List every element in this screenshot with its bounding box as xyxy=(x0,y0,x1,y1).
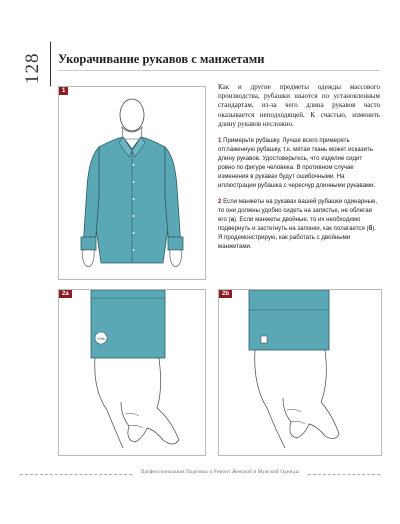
step-1-text: Примерьте рубашку. Лучше всего примерять отглаженную рубашку, т.к. мятая ткань может исказить длину рукавов. Удостоверьтесь, что изделие сидит ровно по фигуре человека. В противном случае изменения в рукавах будут ошибочными. На иллюстрации рубашка с чересчур длинными рукавами. xyxy=(218,137,376,190)
step-2-text-b: ). Если манжеты двойные, то их необходимо подвернуть и застегнуть на запонки, как полагается ( xyxy=(218,216,369,233)
footer-rule-left xyxy=(20,474,132,475)
button-mark: CHA xyxy=(97,337,105,341)
double-cuff-illustration xyxy=(219,290,381,455)
step-2-ref-a: а xyxy=(230,216,234,224)
title-rule xyxy=(58,70,380,71)
text-column xyxy=(218,83,380,258)
single-cuff-illustration xyxy=(59,290,205,455)
step-2-number: 2 xyxy=(218,198,222,206)
step-2-paragraph xyxy=(218,197,380,251)
shirt-illustration xyxy=(59,87,205,279)
step-2-text-a: Если манжеты на рукавах вашей рубашки одинарные, то они должны удобно сидеть на запястье, не облегая его ( xyxy=(218,198,378,224)
intro-paragraph: Как и другие предметы одежды массового производства, рубашки шьются по установленным стандартам, из-за чего длина рукавов часто оказывается неподходящей. К счастью, изменить длину рукавов несложно. xyxy=(218,83,380,128)
figure-1-badge: 1 xyxy=(59,87,68,95)
figure-2a-badge: 2a xyxy=(59,290,72,298)
step-2-text-c: ). Я продемонстрирую, как работать с двойными манжетами. xyxy=(218,225,377,251)
step-1-paragraph xyxy=(218,136,380,190)
title-divider xyxy=(50,42,51,86)
figure-2b-badge: 2b xyxy=(219,290,232,298)
figure-2b-panel xyxy=(218,289,382,456)
figure-2a-panel xyxy=(58,289,206,456)
footer-text: Профессиональная Подгонка и Ремонт Женской и Мужской Одежды xyxy=(140,470,300,475)
page-number: 128 xyxy=(22,52,43,84)
footer xyxy=(20,470,380,480)
step-2-ref-b: б xyxy=(368,225,373,233)
step-1-number: 1 xyxy=(218,137,222,145)
page-title: Укорачивание рукавов с манжетами xyxy=(58,52,265,66)
figure-1-panel xyxy=(58,86,206,280)
footer-rule-right xyxy=(308,474,380,475)
